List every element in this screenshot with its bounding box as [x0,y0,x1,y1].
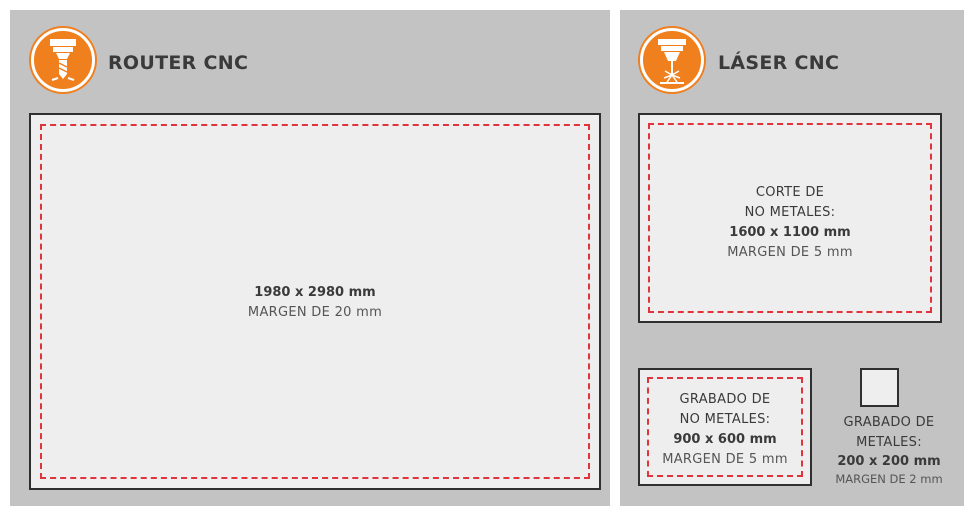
laser-engrave-metal-dimensions: 200 x 200 mm [837,454,941,469]
laser-engrave-nonmetal-area [638,368,812,486]
laser-cut-label [640,183,940,263]
router-dimensions: 1980 x 2980 mm [254,285,376,300]
laser-panel [620,10,964,506]
laser-cut-line2: NO METALES: [744,205,836,220]
router-spindle-icon [31,28,95,92]
laser-engrave-nonmetal-dimensions: 900 x 600 mm [673,432,777,447]
laser-engrave-metal-label [822,413,956,487]
router-panel [10,10,610,506]
laser-cut-line1: CORTE DE [755,185,825,200]
laser-engrave-metal-area [860,368,899,407]
laser-engrave-metal-line2: METALES: [856,435,922,450]
laser-engrave-nonmetal-line1: GRABADO DE [679,392,771,407]
router-label [31,283,599,323]
laser-engrave-nonmetal-line2: NO METALES: [679,412,771,427]
laser-cut-area [638,113,942,323]
laser-cut-dimensions: 1600 x 1100 mm [729,225,851,240]
laser-title: LÁSER CNC [718,52,840,74]
laser-engrave-nonmetal-label [640,390,810,470]
laser-head-icon [640,28,704,92]
laser-cut-margin: MARGEN DE 5 mm [727,245,853,260]
laser-engrave-nonmetal-margin: MARGEN DE 5 mm [662,452,788,467]
router-margin: MARGEN DE 20 mm [247,305,383,320]
router-title: ROUTER CNC [108,52,249,74]
laser-engrave-metal-margin: MARGEN DE 2 mm [835,472,943,486]
laser-engrave-metal-line1: GRABADO DE [843,415,935,430]
router-work-area [29,113,601,490]
